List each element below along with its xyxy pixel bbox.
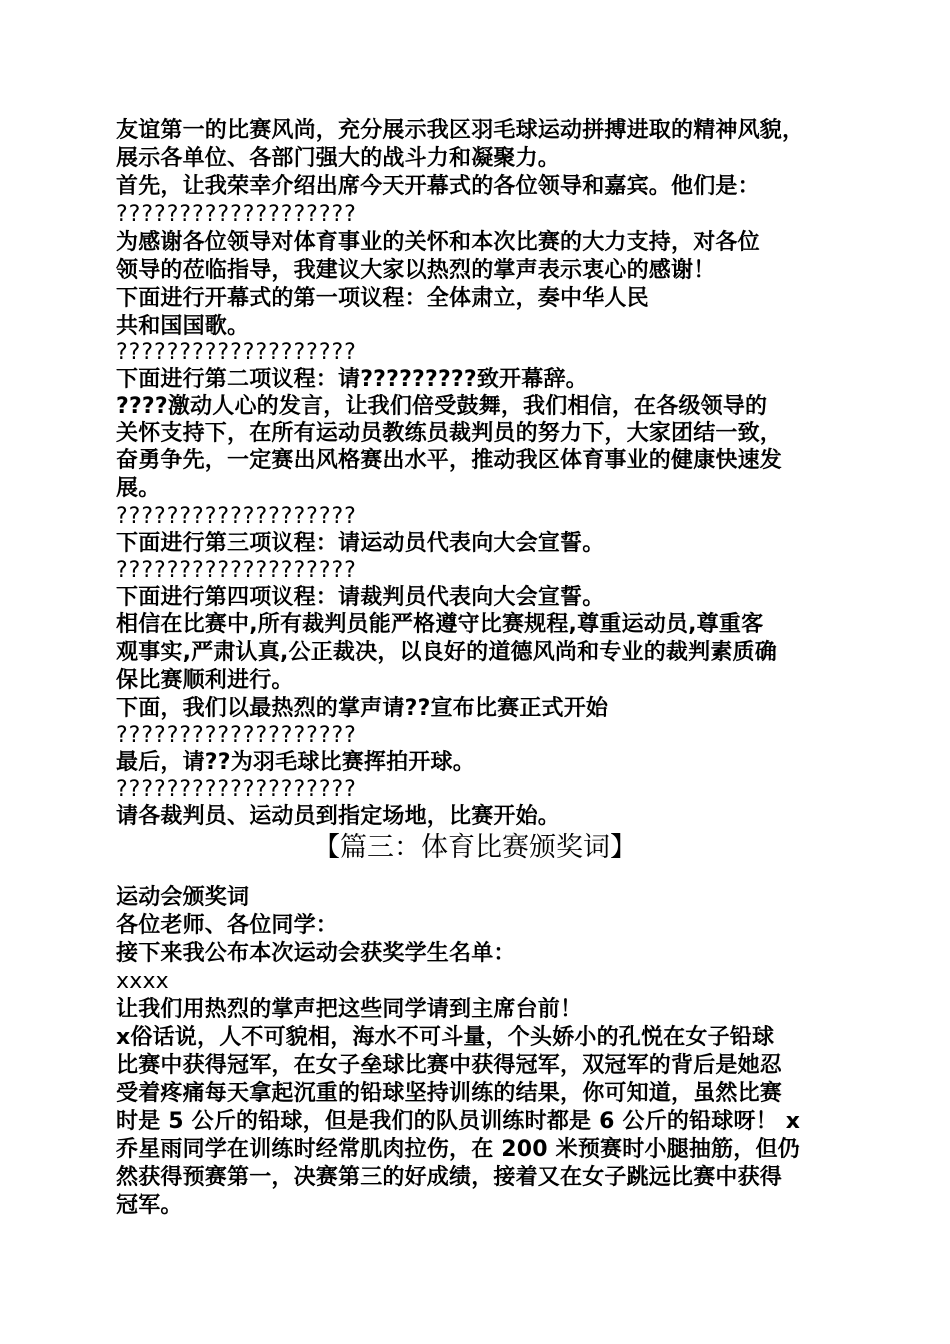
paragraph-line: 下面进行第三项议程：请运动员代表向大会宣誓。 bbox=[116, 531, 605, 556]
paragraph-line: x俗话说，人不可貌相，海水不可斗量，个头娇小的孔悦在女子铅球 bbox=[116, 1025, 775, 1050]
placeholder-line: ??????????????????? bbox=[116, 777, 357, 802]
paragraph-line: xxxx bbox=[116, 969, 169, 994]
placeholder-line: ??????????????????? bbox=[116, 504, 357, 529]
paragraph-line: 乔星雨同学在训练时经常肌肉拉伤，在 200 米预赛时小腿抽筋，但仍 bbox=[116, 1137, 800, 1162]
placeholder-line: ??????????????????? bbox=[116, 723, 357, 748]
paragraph-line: 运动会颁奖词 bbox=[116, 885, 250, 910]
paragraph-line: 下面，我们以最热烈的掌声请??宣布比赛正式开始 bbox=[116, 696, 609, 721]
placeholder-line: ??????????????????? bbox=[116, 202, 357, 227]
paragraph-line: 展示各单位、各部门强大的战斗力和凝聚力。 bbox=[116, 146, 561, 171]
paragraph-line: 时是 5 公斤的铅球，但是我们的队员训练时都是 6 公斤的铅球呀！ x bbox=[116, 1109, 801, 1134]
paragraph-line: 相信在比赛中,所有裁判员能严格遵守比赛规程,尊重运动员,尊重客 bbox=[116, 612, 764, 637]
paragraph-line: 为感谢各位领导对体育事业的关怀和本次比赛的大力支持，对各位 bbox=[116, 230, 760, 255]
paragraph-line: 然获得预赛第一，决赛第三的好成绩，接着又在女子跳远比赛中获得 bbox=[116, 1165, 783, 1190]
paragraph-line: 最后，请??为羽毛球比赛挥拍开球。 bbox=[116, 750, 475, 775]
section-heading: 【篇三：体育比赛颁奖词】 bbox=[313, 832, 637, 863]
paragraph-line: 观事实,严肃认真,公正裁决，以良好的道德风尚和专业的裁判素质确 bbox=[116, 640, 777, 665]
paragraph-line: ????激动人心的发言，让我们倍受鼓舞，我们相信，在各级领导的 bbox=[116, 394, 768, 419]
paragraph-line: 比赛中获得冠军，在女子垒球比赛中获得冠军，双冠军的背后是她忍 bbox=[116, 1053, 783, 1078]
paragraph-line: 共和国国歌。 bbox=[116, 314, 250, 339]
paragraph-line: 让我们用热烈的掌声把这些同学请到主席台前！ bbox=[116, 997, 583, 1022]
paragraph-line: 请各裁判员、运动员到指定场地，比赛开始。 bbox=[116, 804, 561, 829]
paragraph-line: 冠军。 bbox=[116, 1193, 183, 1218]
paragraph-line: 展。 bbox=[116, 476, 161, 501]
paragraph-line: 受着疼痛每天拿起沉重的铅球坚持训练的结果，你可知道，虽然比赛 bbox=[116, 1081, 783, 1106]
paragraph-line: 关怀支持下，在所有运动员教练员裁判员的努力下，大家团结一致， bbox=[116, 421, 783, 446]
paragraph-line: 下面进行第二项议程：请?????????致开幕辞。 bbox=[116, 367, 588, 392]
paragraph-line: 友谊第一的比赛风尚，充分展示我区羽毛球运动拼搏进取的精神风貌， bbox=[116, 118, 805, 143]
paragraph-line: 下面进行开幕式的第一项议程：全体肃立，奏中华人民 bbox=[116, 286, 649, 311]
paragraph-line: 保比赛顺利进行。 bbox=[116, 668, 294, 693]
paragraph-line: 首先，让我荣幸介绍出席今天开幕式的各位领导和嘉宾。他们是： bbox=[116, 174, 760, 199]
placeholder-line: ??????????????????? bbox=[116, 558, 357, 583]
paragraph-line: 各位老师、各位同学： bbox=[116, 913, 339, 938]
paragraph-line: 下面进行第四项议程：请裁判员代表向大会宣誓。 bbox=[116, 585, 605, 610]
paragraph-line: 领导的莅临指导，我建议大家以热烈的掌声表示衷心的感谢！ bbox=[116, 258, 716, 283]
paragraph-line: 奋勇争先，一定赛出风格赛出水平，推动我区体育事业的健康快速发 bbox=[116, 448, 783, 473]
paragraph-line: 接下来我公布本次运动会获奖学生名单： bbox=[116, 941, 516, 966]
placeholder-line: ??????????????????? bbox=[116, 340, 357, 365]
